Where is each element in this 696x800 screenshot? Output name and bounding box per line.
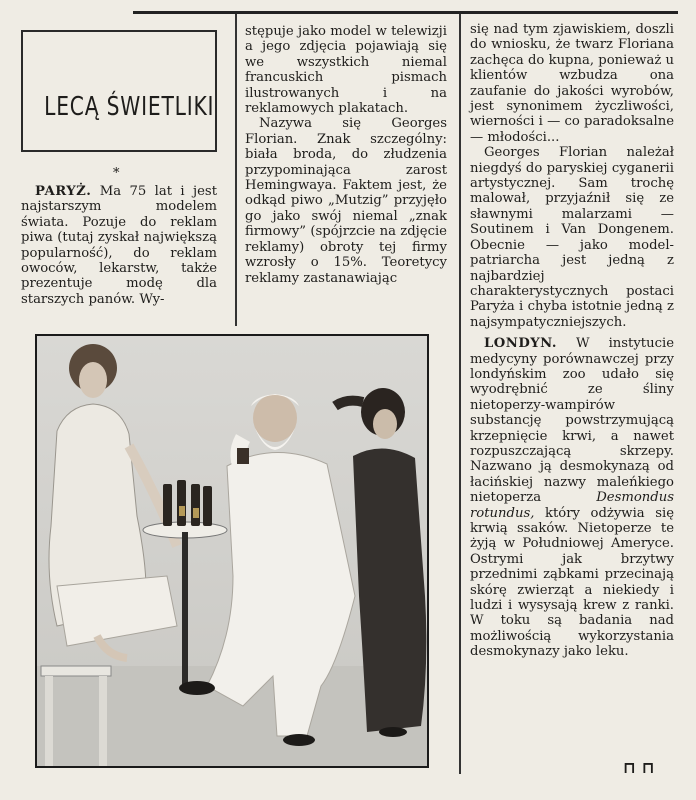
headline: LECĄ ŚWIETLIKI [44, 92, 215, 122]
paragraph-text: Nazywa się Georges Florian. Znak szczególny: biała broda, do złudzenia przypominająca zarost Hemingwaya. Faktem jest, że odkąd piwo „Mutzig” przyjęło go jako swój niemal „znak firmowy” (spójrzcie na zdjęcie reklamy) obroty tej firmy wzrosły o 15%. Teoretycy reklamy zastanawiając [245, 116, 447, 286]
latin-name: Desmondus rotundus, [470, 490, 674, 521]
column-1 [21, 184, 217, 307]
end-of-article-mark: ⊓⊓ [623, 758, 661, 777]
paragraph-text: W instytucie medycyny porównawczej przy londyńskim zoo udało się wyodrębnić ze śliny nietoperzy-wampirów substancję powstrzymującą krzepnięcie krwi, a nawet rozpuszczającą skrzepy. Nazwano ją desmokynazą od łacińskiej nazwy maleńkiego nietoperza [470, 336, 674, 506]
column-3 [470, 22, 674, 660]
paragraph-london [470, 336, 674, 660]
paragraph-paris [21, 184, 217, 307]
paragraph-text: który odżywia się krwią ssaków. Nietoperze te żyją w Południowej Ameryce. Ostrymi jak brzytwy przednimi ząbkami przecinają skórę zwierząt a niekiedy i ludzi i wysysają krew z ranki. W toku są badania nad możliwością wykorzystania desmokynazy jako leku. [470, 505, 674, 660]
column-divider-2 [459, 14, 461, 774]
column-2 [245, 24, 447, 286]
photo-illustration [37, 336, 427, 766]
column-divider-1 [235, 14, 237, 326]
paragraph-text: się nad tym zjawiskiem, doszli do wniosku, że twarz Floriana zachęca do kupna, ponieważ u klientów wzbudza ona zaufanie do jakości wyrobów, jest synonimem życzliwości, wierności i — co paradoksalne — młodości... [470, 22, 674, 145]
headline-box [21, 30, 217, 152]
paragraph-text: Ma 75 lat i jest najstarszym modelem świata. Pozuje do reklam piwa (tutaj zyskał największą popularność), do reklam owoców, lekarstw, także prezentuje modę dla starszych panów. Wy- [21, 184, 217, 307]
section-separator: * [113, 166, 120, 181]
advertising-photo [35, 334, 429, 768]
dateline-london: LONDYN. [484, 336, 557, 352]
top-rule [133, 11, 678, 14]
paragraph-text: stępuje jako model w telewizji a jego zdjęcia pojawiają się we wszystkich niemal francuskich pismach ilustrowanych i na reklamowych plakatach. [245, 24, 447, 117]
paragraph-text: Georges Florian należał niegdyś do paryskiej cyganerii artystycznej. Sam trochę malował, przyjaźnił się ze sławnymi malarzami — Soutinem i Van Dongenem. Obecnie — jako model-patriarcha jest jedną z najbardziej charakterystycznych postaci Paryża i chyba istotnie jedną z najsympatyczniejszych. [470, 145, 674, 330]
dateline-paris: PARYŻ. [35, 184, 92, 199]
